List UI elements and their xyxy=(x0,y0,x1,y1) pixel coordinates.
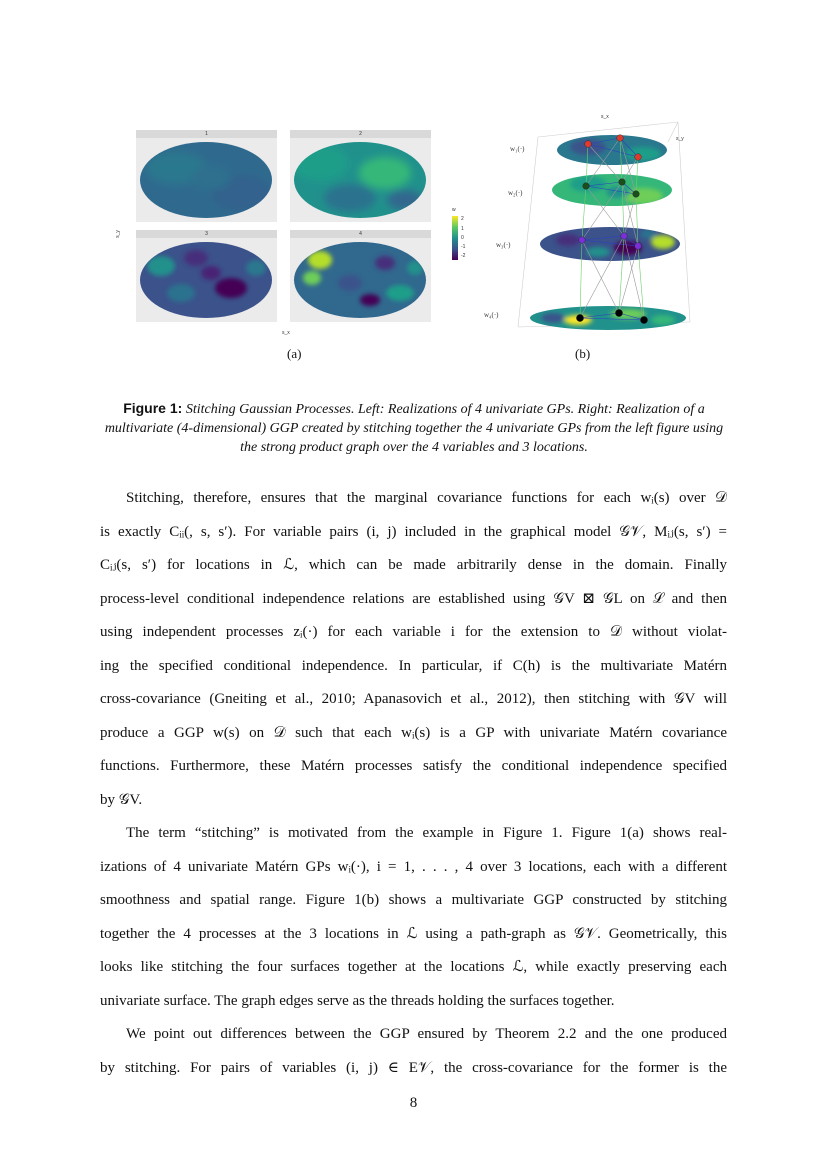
figure-panel-a xyxy=(112,127,472,342)
node-w1-loc1 xyxy=(585,141,592,148)
node-w4-loc2 xyxy=(615,309,622,316)
text-line: cross-covariance (Gneiting et al., 2010; Apanasovich et al., 2012), then stitching with 𝒢V will xyxy=(100,691,727,707)
node-w4-loc1 xyxy=(576,314,583,321)
legend-tick: -1 xyxy=(461,244,466,250)
caption-label: Figure 1: xyxy=(123,400,183,416)
text-line: using independent processes zᵢ(·) for each variable i for the extension to 𝒟 without violat- xyxy=(100,624,727,640)
axis-x-label: s_x xyxy=(601,114,609,120)
facet-1 xyxy=(136,130,277,222)
surface-w1-map xyxy=(136,138,277,222)
facet-title: 4 xyxy=(290,230,431,238)
figure-caption xyxy=(98,399,730,457)
legend-tick: 1 xyxy=(461,226,464,232)
node-w2-loc2 xyxy=(619,179,626,186)
body-text xyxy=(100,482,727,1085)
facet-title: 1 xyxy=(136,130,277,138)
text-line: Stitching, therefore, ensures that the marginal covariance functions for each wᵢ(s) over 𝒟 xyxy=(126,490,727,506)
surface-w2-map xyxy=(290,138,431,222)
page-number: 8 xyxy=(409,1095,418,1111)
figure-panel-b xyxy=(478,112,703,337)
text-line: functions. Furthermore, these Matérn processes satisfy the conditional independence specified xyxy=(100,758,727,774)
layer-label-w3: w₃(·) xyxy=(496,241,511,249)
facet-title: 3 xyxy=(136,230,277,238)
legend-tick: 0 xyxy=(461,235,464,241)
node-w4-loc3 xyxy=(640,316,647,323)
layer-label-w4: w₄(·) xyxy=(484,311,499,319)
node-w2-loc1 xyxy=(583,183,590,190)
legend-title: w xyxy=(452,207,456,213)
text-line: together the 4 processes at the 3 locations in ℒ using a path-graph as 𝒢𝒱. Geometrically, this xyxy=(100,925,727,942)
facet-3 xyxy=(136,230,277,322)
text-line: izations of 4 univariate Matérn GPs wᵢ(·), i = 1, . . . , 4 over 3 locations, each with a different xyxy=(100,858,727,875)
text-line: ing the specified conditional independence. In particular, if C(h) is the multivariate Matérn xyxy=(100,657,727,674)
surface-w3-map xyxy=(136,238,277,322)
text-line: Cᵢⱼ(s, s′) for locations in ℒ, which can be made arbitrarily dense in the domain. Finally xyxy=(100,557,727,573)
paragraph xyxy=(100,482,727,817)
text-line: by stitching. For pairs of variables (i, j) ∈ E𝒱, the cross-covariance for the former is the xyxy=(100,1059,727,1076)
text-line: univariate surface. The graph edges serve as the threads holding the surfaces together. xyxy=(100,992,615,1009)
color-legend xyxy=(450,207,472,267)
text-line: The term “stitching” is motivated from the example in Figure 1. Figure 1(a) shows real- xyxy=(126,825,727,841)
y-axis-label: s_y xyxy=(114,230,121,238)
facet-2 xyxy=(290,130,431,222)
x-axis-label: s_x xyxy=(282,330,290,336)
legend-tick: -2 xyxy=(461,253,466,259)
node-w3-loc1 xyxy=(579,237,586,244)
text-line: is exactly Cᵢᵢ(, s, s′). For variable pairs (i, j) included in the graphical model 𝒢𝒱, Mᵢⱼ(s, s′) = xyxy=(100,523,727,540)
text-line: by 𝒢V. xyxy=(100,791,143,808)
subcaption-a: (a) xyxy=(287,346,302,361)
node-w3-loc3 xyxy=(635,243,642,250)
surface-w4-map xyxy=(290,238,431,322)
paragraph xyxy=(100,817,727,1018)
facet-title: 2 xyxy=(290,130,431,138)
caption-text: Stitching Gaussian Processes. Left: Realizations of 4 univariate GPs. Right: Realization of a multivariate (4-dimensional) GGP created by stitching together the 4 univariate GPs from the left figure using the strong product graph over the 4 variables and 3 locations. xyxy=(104,402,724,455)
text-line: We point out differences between the GGP ensured by Theorem 2.2 and the one produced xyxy=(126,1026,727,1042)
legend-tick: 2 xyxy=(461,216,464,222)
text-line: smoothness and spatial range. Figure 1(b) shows a multivariate GGP constructed by stitching xyxy=(100,892,727,908)
node-w1-loc2 xyxy=(617,135,624,142)
legend-colorbar xyxy=(452,216,458,260)
text-line: process-level conditional independence relations are established using 𝒢V ⊠ 𝒢L on ℒ and then xyxy=(100,590,727,607)
layer-label-w2: w₂(·) xyxy=(508,189,523,197)
text-line: produce a GGP w(s) on 𝒟 such that each wᵢ(s) is a GP with univariate Matérn covariance xyxy=(100,724,727,741)
node-w2-loc3 xyxy=(633,191,640,198)
subcaption-b: (b) xyxy=(575,346,591,361)
axis-y-label: s_y xyxy=(676,136,684,142)
facet-4 xyxy=(290,230,431,322)
layer-label-w1: w₁(·) xyxy=(510,145,525,153)
paragraph xyxy=(100,1018,727,1085)
text-line: looks like stitching the four surfaces together at the locations ℒ, while exactly preserving each xyxy=(100,959,727,975)
node-w3-loc2 xyxy=(621,233,628,240)
node-w1-loc3 xyxy=(635,154,642,161)
